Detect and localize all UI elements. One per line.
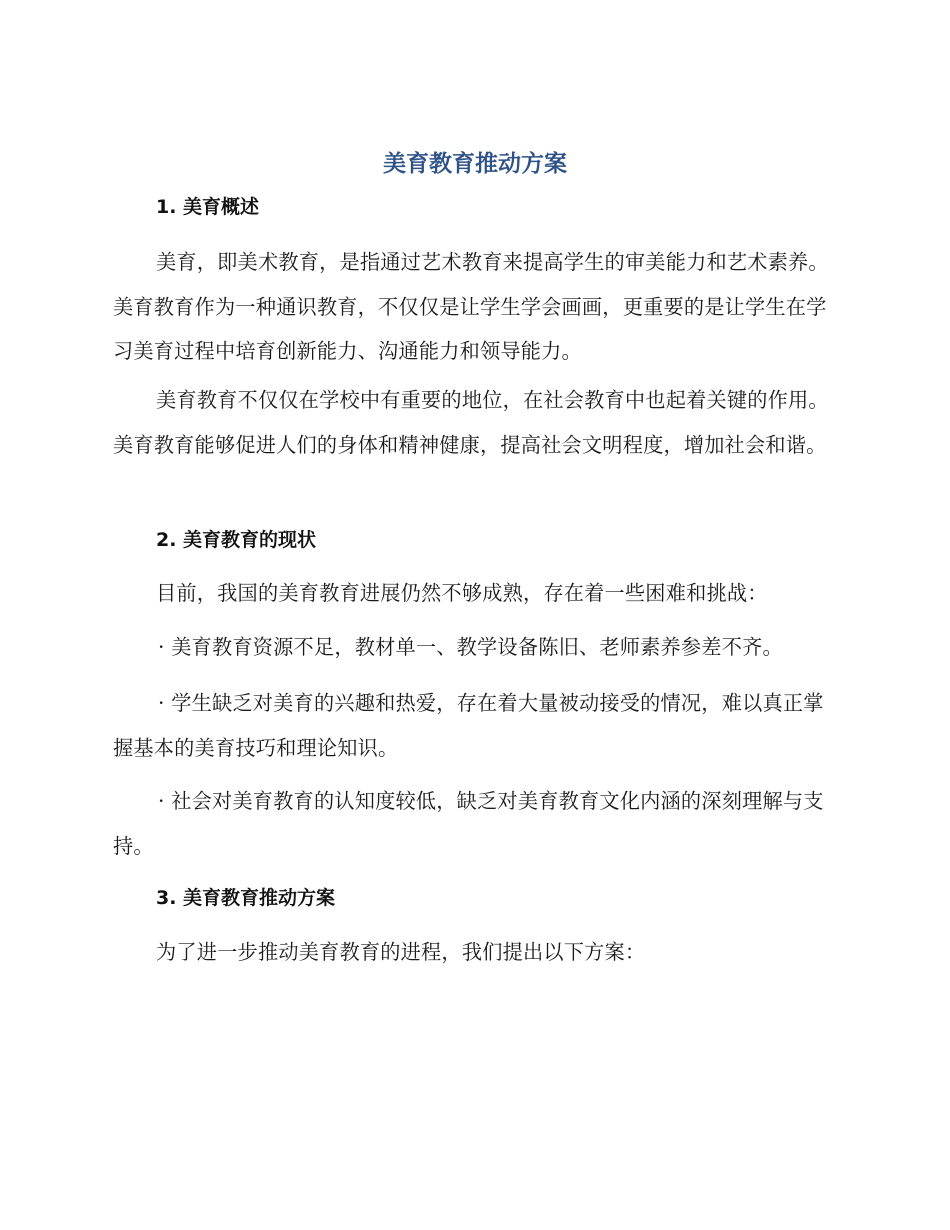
paragraph-overview-2: 美育教育不仅仅在学校中有重要的地位，在社会教育中也起着关键的作用。美育教育能够促进人们的身体和精神健康，提高社会文明程度，增加社会和谐。 <box>113 388 829 457</box>
paragraph-plan-intro: 为了进一步推动美育教育的进程，我们提出以下方案： <box>156 940 646 964</box>
paragraph-status-intro: 目前，我国的美育教育进展仍然不够成熟，存在着一些困难和挑战： <box>156 581 768 605</box>
document-title: 美育教育推动方案 <box>383 151 567 177</box>
bullet-item-students: · 学生缺乏对美育的兴趣和热爱，存在着大量被动接受的情况，难以真正掌握基本的美育技巧和理论知识。 <box>113 691 824 760</box>
bullet-item-resources: · 美育教育资源不足，教材单一、教学设备陈旧、老师素养参差不齐。 <box>158 635 783 659</box>
paragraph-overview-1: 美育，即美术教育，是指通过艺术教育来提高学生的审美能力和艺术素养。美育教育作为一种通识教育，不仅仅是让学生学会画画，更重要的是让学生在学习美育过程中培育创新能力、沟通能力和领导能力。 <box>113 250 829 363</box>
bullet-item-society: · 社会对美育教育的认知度较低，缺乏对美育教育文化内涵的深刻理解与支持。 <box>113 789 824 858</box>
section-heading-status: 2. 美育教育的现状 <box>156 529 317 551</box>
section-heading-plan: 3. 美育教育推动方案 <box>156 887 336 909</box>
section-heading-overview: 1. 美育概述 <box>156 196 260 218</box>
